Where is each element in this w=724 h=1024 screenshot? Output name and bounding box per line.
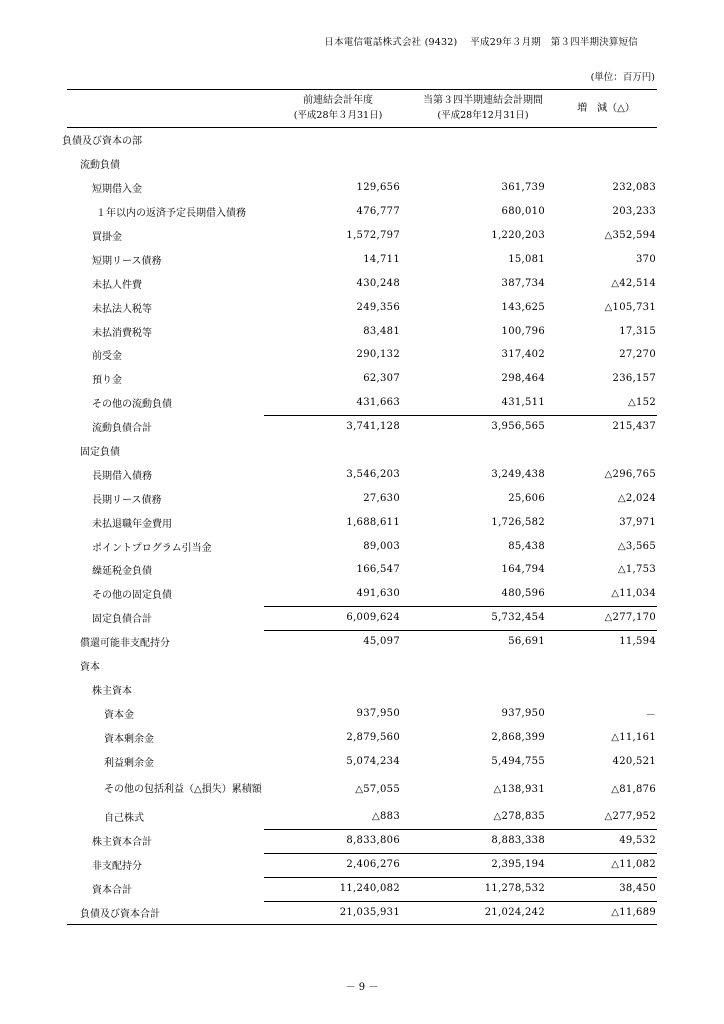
row-label: 資本 xyxy=(80,662,100,674)
change-value: 49,532 xyxy=(619,835,656,847)
change-value: 27,270 xyxy=(619,349,656,361)
table-top-rule xyxy=(67,89,657,90)
table-row xyxy=(0,654,724,678)
table-row xyxy=(0,901,724,925)
previous-value: 430,248 xyxy=(356,277,400,289)
change-value: △2,024 xyxy=(617,492,656,504)
previous-value: 83,481 xyxy=(363,325,400,337)
previous-value: 491,630 xyxy=(356,588,400,600)
row-label: 買掛金 xyxy=(92,232,122,243)
table-row xyxy=(0,128,724,152)
current-value: 25,606 xyxy=(508,492,545,504)
current-value: 361,739 xyxy=(501,182,545,194)
change-value xyxy=(576,128,656,152)
change-value xyxy=(576,677,656,701)
table-row xyxy=(0,224,724,248)
page-number: － 9 － xyxy=(345,982,379,993)
row-label: 未払法人税等 xyxy=(92,303,152,315)
table-row xyxy=(0,152,724,176)
change-value: 17,315 xyxy=(619,325,656,337)
row-label: 負債及び資本合計 xyxy=(80,909,160,921)
table-row xyxy=(0,176,724,200)
row-label: 固定負債 xyxy=(80,447,120,459)
previous-value: △57,055 xyxy=(355,783,400,795)
change-value: △11,082 xyxy=(611,859,656,871)
change-value: 11,594 xyxy=(619,636,656,648)
row-label: 固定負債合計 xyxy=(92,614,152,626)
row-label: 未払人件費 xyxy=(92,279,142,291)
current-value xyxy=(465,439,545,463)
previous-value: 45,097 xyxy=(363,636,400,648)
previous-value: △883 xyxy=(372,811,400,823)
previous-value: 14,711 xyxy=(363,253,400,265)
table-row xyxy=(0,829,724,853)
current-value: 1,726,582 xyxy=(491,516,545,528)
change-value: － xyxy=(645,709,656,721)
table-row xyxy=(0,343,724,367)
previous-value: 1,688,611 xyxy=(346,516,400,528)
table-row xyxy=(0,677,724,701)
row-label: 繰延税金負債 xyxy=(92,566,152,578)
table-row xyxy=(0,877,724,901)
row-label: 流動負債合計 xyxy=(92,423,152,435)
previous-period-date: (平成28年３月31日) xyxy=(293,110,383,121)
change-value: △296,765 xyxy=(604,468,656,480)
previous-value xyxy=(320,677,400,701)
change-value: △152 xyxy=(628,397,656,409)
change-value: 203,233 xyxy=(612,206,656,218)
previous-value: 166,547 xyxy=(356,564,400,576)
row-label: 預り金 xyxy=(92,375,122,387)
row-label: １年以内の返済予定長期借入債務 xyxy=(96,208,246,220)
current-period-title: 当第３四半期連結会計期間 xyxy=(423,95,543,106)
previous-value: 290,132 xyxy=(356,349,400,361)
previous-value: 6,009,624 xyxy=(346,612,400,624)
current-value: 164,794 xyxy=(501,564,545,576)
previous-value: 2,406,276 xyxy=(346,859,400,871)
row-label: 株主資本 xyxy=(92,685,132,697)
row-label: 非支配持分 xyxy=(92,861,142,873)
table-row xyxy=(0,391,724,415)
previous-value xyxy=(320,654,400,678)
previous-value: 8,833,806 xyxy=(346,835,400,847)
change-value: △1,753 xyxy=(617,564,656,576)
row-label: 長期リース債務 xyxy=(92,494,162,506)
current-value xyxy=(465,128,545,152)
table-row xyxy=(0,486,724,510)
change-value: △11,689 xyxy=(611,907,656,919)
row-label: 短期借入金 xyxy=(92,184,142,196)
current-value: 317,402 xyxy=(501,349,545,361)
table-row xyxy=(0,853,724,877)
previous-value: 2,879,560 xyxy=(346,731,400,743)
current-value: 298,464 xyxy=(501,373,545,385)
previous-value: 249,356 xyxy=(356,301,400,313)
change-value xyxy=(576,654,656,678)
column-header-current xyxy=(408,93,558,123)
row-label: 利益剰余金 xyxy=(104,757,154,769)
previous-period-title: 前連結会計年度 xyxy=(303,95,373,106)
previous-value: 62,307 xyxy=(363,373,400,385)
previous-value: 27,630 xyxy=(363,492,400,504)
table-row xyxy=(0,558,724,582)
previous-value xyxy=(320,128,400,152)
row-label: 株主資本合計 xyxy=(92,837,152,849)
previous-value: 1,572,797 xyxy=(346,230,400,241)
balance-sheet-table xyxy=(0,128,724,925)
current-value xyxy=(465,677,545,701)
change-value: △277,170 xyxy=(604,612,656,624)
row-label: 未払退職年金費用 xyxy=(92,518,172,530)
row-label: 前受金 xyxy=(92,351,122,363)
row-label: その他の流動負債 xyxy=(92,399,172,411)
table-row xyxy=(0,805,724,829)
row-label: ポイントプログラム引当金 xyxy=(92,542,212,554)
current-value: 3,956,565 xyxy=(491,421,545,433)
table-row xyxy=(0,271,724,295)
previous-value: 5,074,234 xyxy=(346,755,400,767)
current-value: △278,835 xyxy=(493,811,545,823)
previous-value: 11,240,082 xyxy=(339,883,400,895)
row-label: 短期リース債務 xyxy=(92,255,162,267)
table-row xyxy=(0,749,724,773)
change-value: 236,157 xyxy=(612,373,656,385)
table-row xyxy=(0,701,724,725)
table-row xyxy=(0,606,724,630)
current-value: 8,883,338 xyxy=(491,835,545,847)
current-value: △138,931 xyxy=(493,783,545,795)
unit-label: (単位：百万円) xyxy=(590,72,655,83)
column-header-change: 増 減（△） xyxy=(577,103,635,114)
previous-value: 21,035,931 xyxy=(339,907,400,919)
previous-value: 3,546,203 xyxy=(346,468,400,480)
row-label: その他の包括利益（△損失）累積額 xyxy=(104,783,262,795)
current-value: 2,395,194 xyxy=(491,859,545,871)
previous-value: 129,656 xyxy=(356,182,400,194)
change-value xyxy=(576,439,656,463)
table-row xyxy=(0,725,724,749)
previous-value: 937,950 xyxy=(356,707,400,719)
table-row xyxy=(0,319,724,343)
current-value xyxy=(465,152,545,176)
table-row xyxy=(0,773,724,805)
current-value: 15,081 xyxy=(508,253,545,265)
current-value: 480,596 xyxy=(501,588,545,600)
row-label: 資本剰余金 xyxy=(104,733,154,745)
row-label: 資本金 xyxy=(104,709,134,721)
table-row xyxy=(0,462,724,486)
column-header-previous xyxy=(278,93,398,123)
current-value: 5,494,755 xyxy=(491,755,545,767)
change-value: 370 xyxy=(636,253,656,265)
change-value: △105,731 xyxy=(604,301,656,313)
previous-value: 3,741,128 xyxy=(346,421,400,433)
change-value xyxy=(576,152,656,176)
row-label: その他の固定負債 xyxy=(92,590,172,602)
document-header: 日本電信電話株式会社 (9432) 平成29年３月期 第３四半期決算短信 xyxy=(324,37,638,48)
table-row xyxy=(0,510,724,534)
change-value: 420,521 xyxy=(612,755,656,767)
current-value: 680,010 xyxy=(501,206,545,218)
table-row xyxy=(0,630,724,654)
row-label: 長期借入債務 xyxy=(92,470,152,482)
table-row xyxy=(0,415,724,439)
table-row xyxy=(0,582,724,606)
current-value: 56,691 xyxy=(508,636,545,648)
change-value: 215,437 xyxy=(612,421,656,433)
current-value: 2,868,399 xyxy=(491,731,545,743)
previous-value xyxy=(320,439,400,463)
row-label: 自己株式 xyxy=(104,813,144,825)
current-value: 11,278,532 xyxy=(484,883,545,895)
change-value: △42,514 xyxy=(611,277,656,289)
change-value: 38,450 xyxy=(619,883,656,895)
current-value: 143,625 xyxy=(501,301,545,313)
current-value: 85,438 xyxy=(508,540,545,552)
change-value: △11,161 xyxy=(611,731,656,743)
previous-value xyxy=(320,152,400,176)
change-value: △277,952 xyxy=(604,811,656,823)
current-value: 431,511 xyxy=(501,397,545,409)
table-row xyxy=(0,439,724,463)
change-value: 232,083 xyxy=(612,182,656,194)
current-value: 3,249,438 xyxy=(491,468,545,480)
previous-value: 431,663 xyxy=(356,397,400,409)
row-label: 償還可能非支配持分 xyxy=(80,638,170,650)
current-value: 5,732,454 xyxy=(491,612,545,624)
previous-value: 89,003 xyxy=(363,540,400,552)
row-label: 資本合計 xyxy=(92,885,132,897)
row-label: 未払消費税等 xyxy=(92,327,152,339)
change-value: △352,594 xyxy=(604,230,656,241)
table-row xyxy=(0,534,724,558)
table-row xyxy=(0,367,724,391)
change-value: △81,876 xyxy=(611,783,656,795)
row-label: 負債及び資本の部 xyxy=(62,136,142,148)
row-label: 流動負債 xyxy=(80,160,120,172)
current-value xyxy=(465,654,545,678)
previous-value: 476,777 xyxy=(356,206,400,218)
table-row xyxy=(0,200,724,224)
current-value: 100,796 xyxy=(501,325,545,337)
current-period-date: (平成28年12月31日) xyxy=(437,110,529,121)
current-value: 937,950 xyxy=(501,707,545,719)
table-row xyxy=(0,247,724,271)
current-value: 21,024,242 xyxy=(484,907,545,919)
change-value: △3,565 xyxy=(617,540,656,552)
current-value: 1,220,203 xyxy=(491,230,545,241)
current-value: 387,734 xyxy=(501,277,545,289)
change-value: 37,971 xyxy=(619,516,656,528)
change-value: △11,034 xyxy=(611,588,656,600)
table-row xyxy=(0,295,724,319)
